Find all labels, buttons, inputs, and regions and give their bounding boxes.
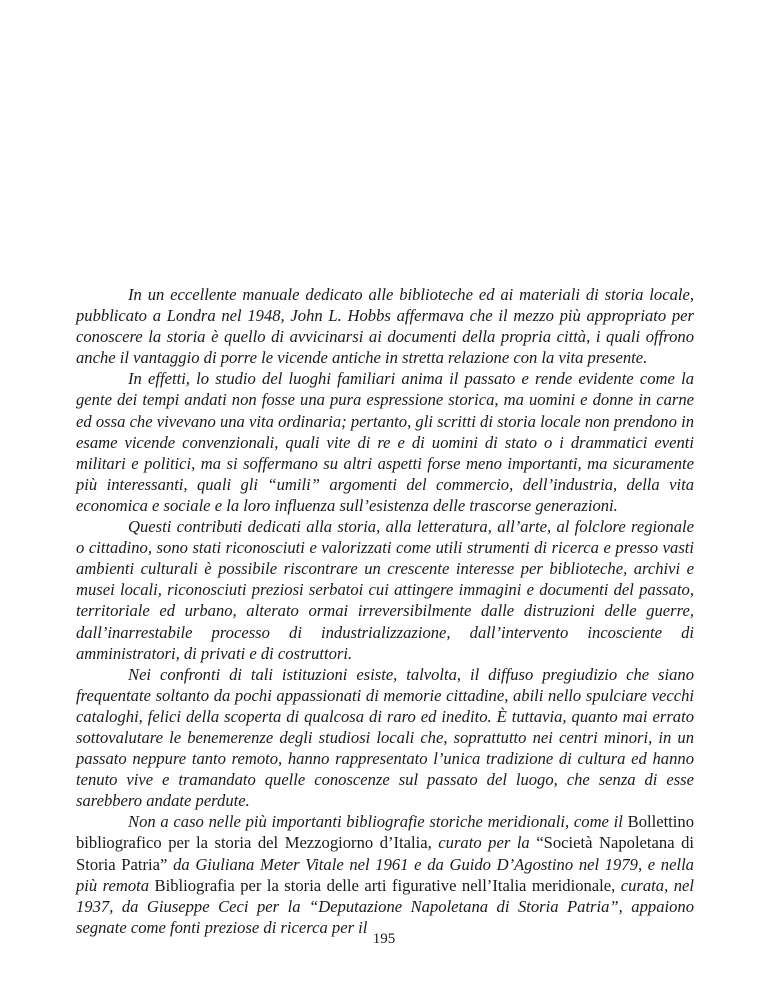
text-run-roman: Bollettino bibliografico per la storia del Mezzogiorno d’Italia, [76, 812, 694, 853]
paragraph [76, 368, 694, 516]
text-run-italic: In effetti, lo studio del luoghi familiari anima il passato e rende evidente come la gente dei tempi andati non fosse una pura espressione storica, ma uomini e donne in carne ed ossa che vivevano una vita ordinaria; pertanto, gli scritti di storia locale non prendono in esame vicende convenzionali, quali vite di re e di uomini di stato o i drammatici eventi militari e politici, ma si soffermano su altri aspetti forse meno importanti, ma sicuramente più interessanti, quali gli “umili” argomenti del commercio, dell’industria, della vita economica e sociale e la loro influenza sull’esistenza delle trascorse generazioni. [76, 369, 694, 515]
text-run-italic: Non a caso nelle più importanti bibliografie storiche meridionali, come il [128, 812, 628, 832]
text-run-roman: “Società Napoletana di Storia Patria” [76, 833, 695, 874]
text-run-italic: Nei confronti di tali istituzioni esiste, talvolta, il diffuso pregiudizio che siano frequentate soltanto da pochi appassionati di memorie cittadine, abili nello spulciare vecchi cataloghi, felici della scoperta di qualcosa di raro ed inedito. È tuttavia, quanto mai errato sottovalutare le benemerenze degli studiosi locali che, soprattutto nei centri minori, in un passato neppure tanto remoto, hanno rappresentato l’unica tradizione di cultura ed hanno tenuto vive e tramandato quelle conoscenze sul passato del luogo, che senza di esse sarebbero andate perdute. [76, 664, 694, 811]
body-text [76, 284, 694, 938]
paragraph [76, 811, 694, 938]
paragraph [76, 664, 694, 812]
text-run-italic: Questi contributi dedicati alla storia, alla letteratura, all’arte, al folclore regionale o cittadino, sono stati riconosciuti e valorizzati come utili strumenti di ricerca e presso vasti ambienti culturali è possibile riscontrare un crescente interesse per biblioteche, archivi e musei locali, riconosciuti preziosi serbatoi cui attingere immagini e documenti del passato, territoriale ed urbano, alterato ormai irreversibilmente dalle distruzioni delle guerre, dall’inarrestabile processo di industrializzazione, dall’intervento incosciente di amministratori, di privati e di costruttori. [76, 517, 694, 663]
paragraph [76, 516, 694, 664]
page-number: 195 [372, 931, 396, 947]
text-run-italic: In un eccellente manuale dedicato alle biblioteche ed ai materiali di storia locale, pubblicato a Londra nel 1948, John L. Hobbs affermava che il mezzo più appropriato per conoscere la storia è quello di avvicinarsi ai documenti della propria città, i quali offrono anche il vantaggio di porre le vicende antiche in stretta relazione con la vita presente. [76, 285, 694, 368]
text-run-italic: curato per la [438, 833, 537, 853]
text-run-italic: curata, nel 1937, da Giuseppe Ceci per la “Deputazione Napoletana di Storia Patria”, appaiono segnate come fonti preziose di ricerca per il [76, 875, 694, 937]
text-run-italic: da Giuliana Meter Vitale nel 1961 e da Guido D’Agostino nel 1979, e nella più remota [76, 854, 694, 895]
text-run-roman: Bibliografia per la storia delle arti figurative nell’Italia meridionale, [154, 875, 621, 895]
paragraph [76, 284, 694, 368]
